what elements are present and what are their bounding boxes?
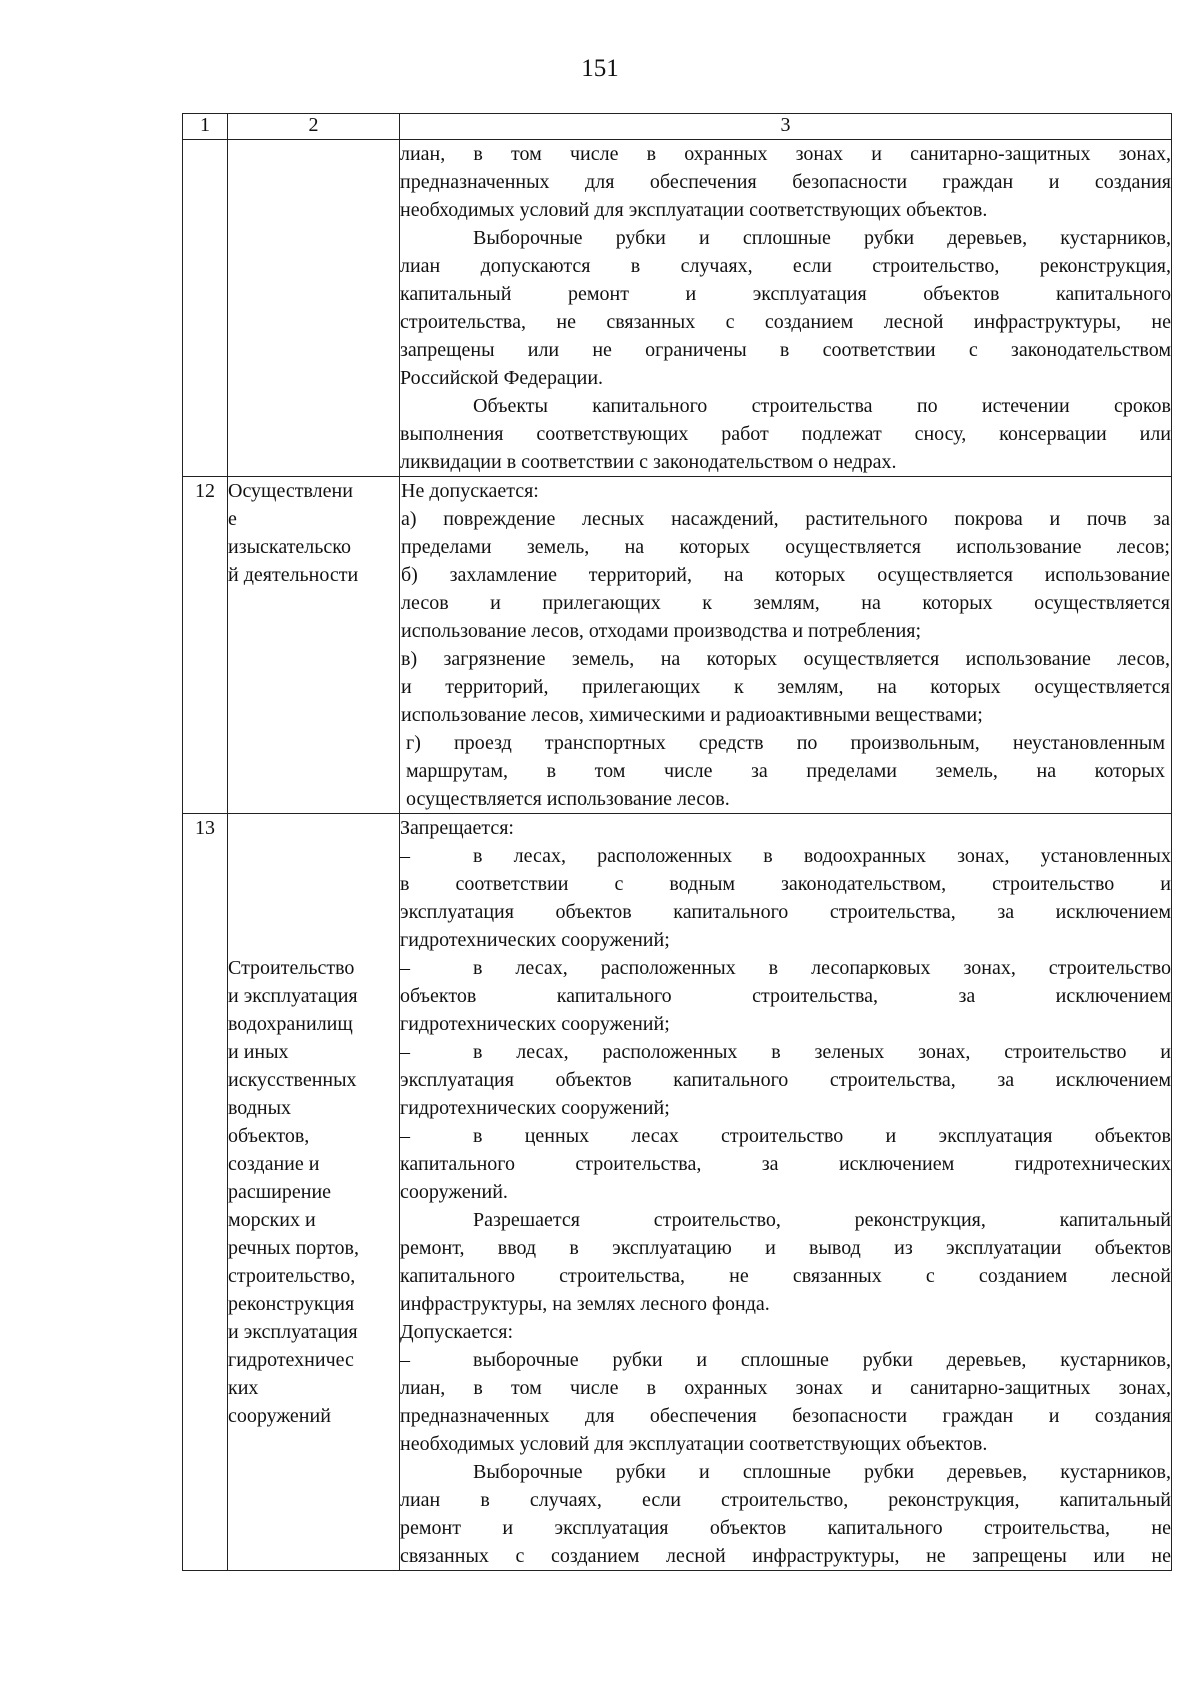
name-line: и иных [228, 1041, 289, 1063]
requirements-cell [400, 814, 1172, 1571]
activity-name-cell [228, 140, 400, 477]
text-line: выполнения соответствующих работ подлежат сносу, консервации или [400, 423, 1171, 445]
name-line: морских и [228, 1209, 316, 1231]
text-line: Не допускается: [401, 480, 539, 502]
activity-name-cell [228, 814, 400, 1571]
dash-marker: – [400, 845, 410, 867]
row-number-cell: 12 [183, 477, 228, 814]
text-line: в соответствии с водным законодательством, строительство и [400, 873, 1171, 895]
name-line: расширение [228, 1181, 332, 1203]
text-line: инфраструктуры, на землях лесного фонда. [400, 1293, 770, 1315]
text-line: предназначенных для обеспечения безопасности граждан и создания [400, 171, 1171, 193]
text-line: в лесах, расположенных в лесопарковых зонах, строительство [473, 957, 1171, 979]
text-line: гидротехнических сооружений; [400, 1097, 670, 1119]
text-line: лиан, в том числе в охранных зонах и санитарно-защитных зонах, [400, 143, 1171, 165]
requirements-cell [400, 140, 1172, 477]
text-line: в лесах, расположенных в зеленых зонах, строительство и [473, 1041, 1171, 1063]
column-header: 2 [228, 114, 400, 140]
text-line: Допускается: [400, 1321, 514, 1343]
text-line: эксплуатация объектов капитального строительства, за исключением [400, 1069, 1171, 1091]
text-line: Разрешается строительство, реконструкция, капитальный [473, 1209, 1171, 1231]
text-line: пределами земель, на которых осуществляется использование лесов; [401, 536, 1170, 558]
activity-name-cell [228, 477, 400, 814]
text-line: б) захламление территорий, на которых осуществляется использование [401, 564, 1170, 586]
text-line: запрещены или не ограничены в соответствии с законодательством [400, 339, 1171, 361]
name-line: объектов, [228, 1125, 310, 1147]
text-line: а) повреждение лесных насаждений, растительного покрова и почв за [401, 508, 1170, 530]
text-line: объектов капитального строительства, за исключением [400, 985, 1171, 1007]
row-number-cell [183, 140, 228, 477]
text-line: Объекты капитального строительства по истечении сроков [473, 395, 1171, 417]
dash-item [400, 954, 1171, 982]
name-line: водохранилищ [228, 1013, 353, 1035]
text-line: сооружений. [400, 1181, 508, 1203]
text-line: осуществляется использование лесов. [406, 788, 730, 810]
text-line: гидротехнических сооружений; [400, 1013, 670, 1035]
name-line: реконструкция [228, 1293, 355, 1315]
name-line: водных [228, 1097, 292, 1119]
page-number: 151 [581, 55, 619, 82]
column-header: 1 [183, 114, 228, 140]
dash-marker: – [400, 957, 410, 979]
dash-item [400, 842, 1171, 870]
name-line: строительство, [228, 1265, 356, 1287]
text-line: лиан в случаях, если строительство, реконструкция, капитальный [400, 1489, 1171, 1511]
text-line: необходимых условий для эксплуатации соответствующих объектов. [400, 1433, 988, 1455]
dash-marker: – [400, 1041, 410, 1063]
text-line: лиан, в том числе в охранных зонах и санитарно-защитных зонах, [400, 1377, 1171, 1399]
text-line: предназначенных для обеспечения безопасности граждан и создания [400, 1405, 1171, 1427]
table-row-12 [183, 477, 1172, 814]
text-line: связанных с созданием лесной инфраструктуры, не запрещены или не [400, 1545, 1171, 1567]
name-line: речных портов, [228, 1237, 359, 1259]
name-line: Осуществлени [228, 480, 353, 502]
name-line: Строительство [228, 957, 355, 979]
name-line: сооружений [228, 1405, 331, 1427]
text-line: использование лесов, химическими и радиоактивными веществами; [401, 704, 983, 726]
text-line: использование лесов, отходами производства и потребления; [401, 620, 922, 642]
text-line: и территорий, прилегающих к землям, на которых осуществляется [401, 676, 1170, 698]
name-line: е [228, 508, 237, 530]
text-line: маршрутам, в том числе за пределами земель, на которых [406, 760, 1165, 782]
regulation-table [182, 113, 1172, 1571]
text-line: гидротехнических сооружений; [400, 929, 670, 951]
dash-item [400, 1346, 1171, 1374]
text-line: ремонт, ввод в эксплуатацию и вывод из эксплуатации объектов [400, 1237, 1171, 1259]
text-line: выборочные рубки и сплошные рубки деревьев, кустарников, [473, 1349, 1171, 1371]
text-line: эксплуатация объектов капитального строительства, за исключением [400, 901, 1171, 923]
table-row-13 [183, 814, 1172, 1571]
name-line: и эксплуатация [228, 1321, 358, 1343]
text-line: в ценных лесах строительство и эксплуатация объектов [473, 1125, 1171, 1147]
dash-item [400, 1038, 1171, 1066]
text-line: ликвидации в соответствии с законодательством о недрах. [400, 451, 897, 473]
column-header: 3 [400, 114, 1172, 140]
dash-marker: – [400, 1125, 410, 1147]
name-line: й деятельности [228, 564, 359, 586]
name-line: ких [228, 1377, 259, 1399]
text-line: строительства, не связанных с созданием лесной инфраструктуры, не [400, 311, 1171, 333]
text-line: в лесах, расположенных в водоохранных зонах, установленных [473, 845, 1171, 867]
name-line: гидротехничес [228, 1349, 354, 1371]
text-line: лесов и прилегающих к землям, на которых осуществляется [401, 592, 1170, 614]
text-line: капитальный ремонт и эксплуатация объектов капитального [400, 283, 1171, 305]
name-line: и эксплуатация [228, 985, 358, 1007]
table-header-row [183, 114, 1172, 140]
text-line: г) проезд транспортных средств по произвольным, неустановленным [406, 732, 1165, 754]
text-line: Российской Федерации. [400, 367, 604, 389]
dash-item [400, 1122, 1171, 1150]
text-line: капитального строительства, не связанных с созданием лесной [400, 1265, 1171, 1287]
name-line: искусственных [228, 1069, 357, 1091]
table-row-continuation [183, 140, 1172, 477]
text-line: Выборочные рубки и сплошные рубки деревьев, кустарников, [473, 227, 1171, 249]
requirements-cell [400, 477, 1172, 814]
text-line: Запрещается: [400, 817, 514, 839]
dash-marker: – [400, 1349, 410, 1371]
text-line: лиан допускаются в случаях, если строительство, реконструкция, [400, 255, 1171, 277]
row-number-cell: 13 [183, 814, 228, 1571]
text-line: Выборочные рубки и сплошные рубки деревьев, кустарников, [473, 1461, 1171, 1483]
text-line: капитального строительства, за исключением гидротехнических [400, 1153, 1171, 1175]
text-line: необходимых условий для эксплуатации соответствующих объектов. [400, 199, 988, 221]
name-line: создание и [228, 1153, 320, 1175]
name-line: изыскательско [228, 536, 351, 558]
text-line: ремонт и эксплуатация объектов капитального строительства, не [400, 1517, 1171, 1539]
text-line: в) загрязнение земель, на которых осуществляется использование лесов, [401, 648, 1170, 670]
